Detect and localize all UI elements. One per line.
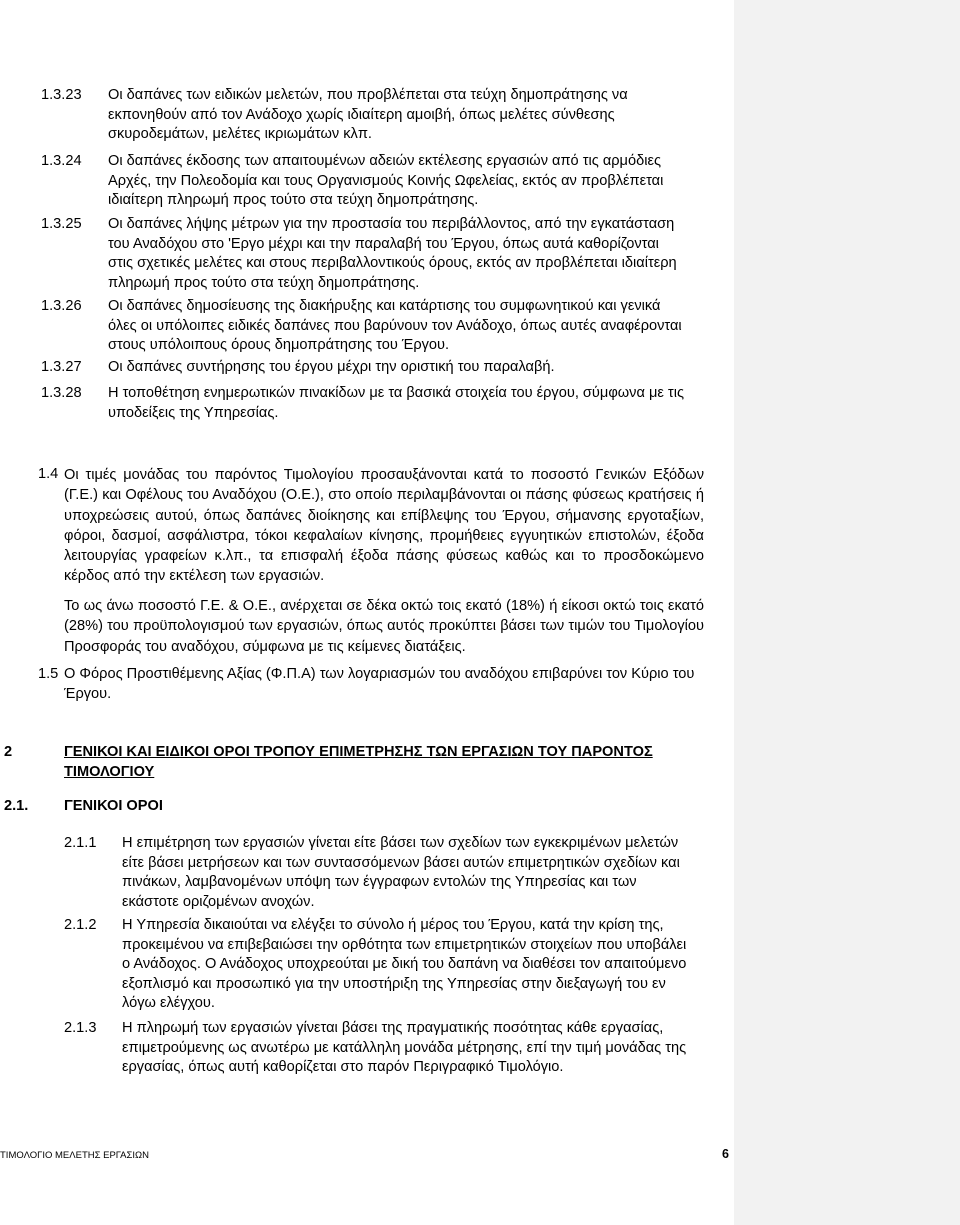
section-2-1-title: ΓΕΝΙΚΟΙ ΟΡΟΙ <box>64 798 163 814</box>
right-margin-panel <box>734 0 960 1225</box>
clause-text: Οι δαπάνες συντήρησης του έργου μέχρι την οριστική του παραλαβή. <box>108 359 555 375</box>
clause-text: Η επιμέτρηση των εργασιών γίνεται είτε βάσει των σχεδίων των εγκεκριμένων μελετών είτε βάσει μετρήσεων και των συντασσόμενων βάσει αυτών επιμετρητικών σχεδίων και πινάκων, λαμβανομένων υπόψη των έγγραφων εντολών της Υπηρεσίας και των εκάστοτε οριζομένων ανοχών. <box>122 835 680 910</box>
footer-document-title: ΤΙΜΟΛΟΓΙΟ ΜΕΛΕΤΗΣ ΕΡΓΑΣΙΩΝ <box>0 1150 149 1161</box>
clause-text: Η πληρωμή των εργασιών γίνεται βάσει της πραγματικής ποσότητας κάθε εργασίας, επιμετρούμενης ως ανωτέρω με κατάλληλη μονάδα μέτρησης, επί την τιμή μονάδας της εργασίας, όπως αυτή καθορίζεται στο παρόν Περιγραφικό Τιμολόγιο. <box>122 1020 687 1076</box>
clause-text: Οι δαπάνες δημοσίευσης της διακήρυξης και κατάρτισης του συμφωνητικού και γενικά όλες οι υπόλοιπες ειδικές δαπάνες που βαρύνουν τον Ανάδοχο, όπως αυτές αναφέρονται στους υπόλοιπους όρους δημοπράτησης του Έργου. <box>108 298 682 354</box>
clause-number: 1.3.26 <box>41 298 82 314</box>
clause-number: 2.1.3 <box>64 1020 97 1036</box>
clause-number: 2.1.2 <box>64 917 97 933</box>
section-2-1-number: 2.1. <box>4 798 29 814</box>
section-number: 1.5 <box>38 666 59 682</box>
chapter-2-number: 2 <box>4 744 13 760</box>
chapter-2-title-line-1: ΓΕΝΙΚΟΙ ΚΑΙ ΕΙΔΙΚΟΙ ΟΡΟΙ ΤΡΟΠΟΥ ΕΠΙΜΕΤΡΗΣΗΣ ΤΩΝ ΕΡΓΑΣΙΩΝ ΤΟΥ ΠΑΡΟΝΤΟΣ <box>64 744 653 760</box>
section-1-4-paragraph-1: Οι τιμές μονάδας του παρόντος Τιμολογίου προσαυξάνονται κατά το ποσοστό Γενικών Εξόδων (Γ.Ε.) και Οφέλους του Αναδόχου (Ο.Ε.), στο οποίο περιλαμβάνονται οι πάσης φύσεως κρατήσεις ή υποχρεώσεις αυτού, όπως δαπάνες διοίκησης και επίβλεψης του Έργου, σήμανσης εργοταξίων, φόροι, δασμοί, ασφάλιστρα, τόκοι κεφαλαίων κίνησης, προμήθειες εγγυητικών επιστολών, έξοδα λειτουργίας γραφείων κ.λπ., τα επισφαλή έξοδα πάσης φύσεως καθώς και το προσδοκώμενο κέρδος από την εκτέλεση των εργασιών. <box>64 467 704 585</box>
clause-number: 1.3.24 <box>41 153 82 169</box>
section-1-4-paragraph-2: Το ως άνω ποσοστό Γ.Ε. & Ο.Ε., ανέρχεται σε δέκα οκτώ τοις εκατό (18%) ή είκοσι οκτώ τοις εκατό (28%) του προϋπολογισμού των εργασιών, όπως αυτός προκύπτει βάσει των τιμών του Τιμολογίου Προσφοράς του αναδόχου, σύμφωνα με τις κείμενες διατάξεις. <box>64 598 704 655</box>
section-1-5-text: Ο Φόρος Προστιθέμενης Αξίας (Φ.Π.Α) των λογαριασμών του αναδόχου επιβαρύνει τον Κύριο του Έργου. <box>64 666 695 702</box>
clause-text: Οι δαπάνες των ειδικών μελετών, που προβλέπεται στα τεύχη δημοπράτησης να εκπονηθούν από τον Ανάδοχο χωρίς ιδιαίτερη αμοιβή, όπως μελέτες σύνθεσης σκυροδεμάτων, μελέτες ικριωμάτων κλπ. <box>108 87 628 143</box>
clause-number: 1.3.25 <box>41 216 82 232</box>
clause-text: Οι δαπάνες λήψης μέτρων για την προστασία του περιβάλλοντος, από την εγκατάσταση του Αναδόχου στο 'Εργο μέχρι και την παραλαβή του Έργου, όπως αυτά καθορίζονται στις σχετικές μελέτες και στους περιβαλλοντικούς όρους, εκτός αν προβλέπεται ιδιαίτερη πληρωμή προς τούτο στα τεύχη δημοπράτησης. <box>108 216 677 291</box>
clause-number: 1.3.28 <box>41 385 82 401</box>
clause-number: 2.1.1 <box>64 835 97 851</box>
clause-text: Η τοποθέτηση ενημερωτικών πινακίδων με τα βασικά στοιχεία του έργου, σύμφωνα με τις υποδείξεις της Υπηρεσίας. <box>108 385 684 421</box>
section-number: 1.4 <box>38 466 59 482</box>
chapter-2-title-line-2: ΤΙΜΟΛΟΓΙΟΥ <box>64 764 155 780</box>
clause-text: Η Υπηρεσία δικαιούται να ελέγξει το σύνολο ή μέρος του Έργου, κατά την κρίση της, προκειμένου να επιβεβαιώσει την ορθότητα των επιμετρητικών στοιχείων που υποβάλει ο Ανάδοχος. Ο Ανάδοχος υποχρεούται με δική του δαπάνη να διαθέσει τον απαιτούμενο εξοπλισμό και προσωπικό για την υποστήριξη της Υπηρεσίας στην διεξαγωγή του εν λόγω ελέγχου. <box>122 917 687 1012</box>
clause-number: 1.3.27 <box>41 359 82 375</box>
clause-text: Οι δαπάνες έκδοσης των απαιτουμένων αδειών εκτέλεσης εργασιών από τις αρμόδιες Αρχές, την Πολεοδομία και τους Οργανισμούς Κοινής Ωφελείας, εκτός αν προβλέπεται ιδιαίτερη πληρωμή προς τούτο στα τεύχη δημοπράτησης. <box>108 153 664 209</box>
clause-number: 1.3.23 <box>41 87 82 103</box>
footer-page-number: 6 <box>722 1147 729 1161</box>
